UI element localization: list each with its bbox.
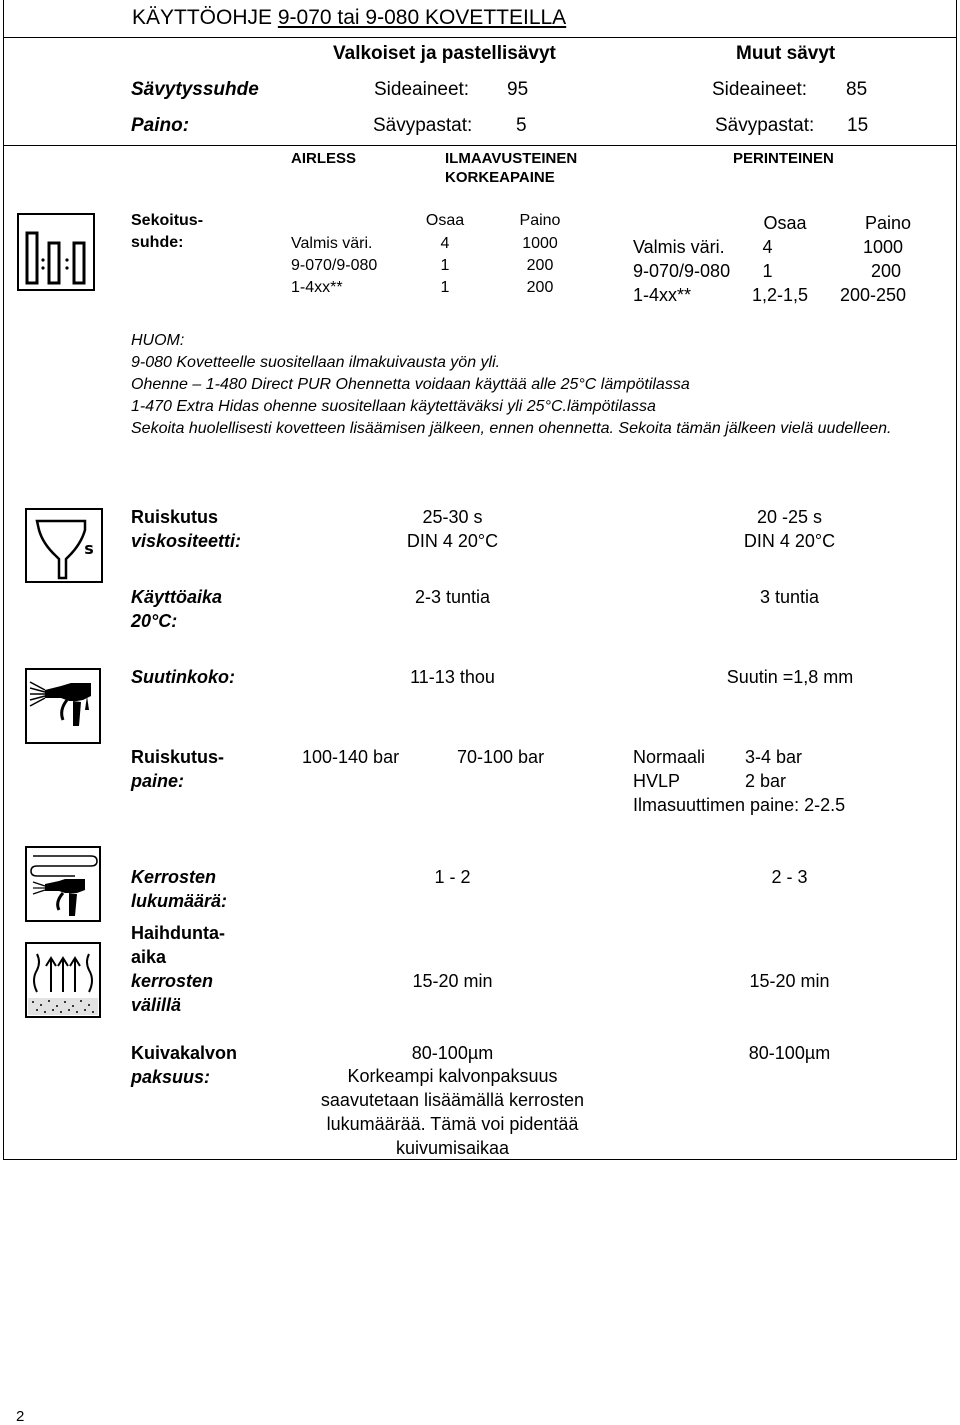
mix-right-name: 9-070/9-080 [633, 261, 731, 281]
mix-left-weight: 1000 [522, 235, 558, 252]
coats-value: 1 - 2 [434, 867, 471, 887]
pastes-label: Sävypastat: [715, 115, 815, 136]
method-air-assisted-line2: KORKEAPAINE [445, 169, 555, 186]
mix-weight-header: Paino [519, 212, 561, 229]
pressure-label-line2: paine: [131, 771, 185, 791]
flash-label-line3: kerrosten [131, 971, 214, 991]
dft-label: Kuivakalvon [131, 1043, 238, 1063]
notes-line: 1-470 Extra Hidas ohenne suositellaan käytettäväksi yli 25°C.lämpötilassa [131, 398, 656, 415]
nozzle-value: Suutin =1,8 mm [726, 667, 854, 687]
viscosity-standard: DIN 4 20°C [406, 531, 499, 551]
mix-parts-header: Osaa [425, 212, 465, 229]
method-air-assisted: ILMAAVUSTEINEN [445, 150, 578, 167]
divider [3, 37, 957, 38]
coats-spray-icon [25, 846, 101, 922]
notes-line: Sekoita huolellisesti kovetteen lisäämisen jälkeen, ennen ohennetta. Sekoita tämän jälkeen vielä uudelleen. [131, 420, 892, 437]
notes-line: 9-080 Kovetteelle suositellaan ilmakuivausta yön yli. [131, 354, 501, 371]
binders-label: Sideaineet: [712, 79, 808, 100]
nozzle-label: Suutinkoko: [131, 667, 235, 687]
pastes-value: 5 [516, 115, 527, 136]
dft-value: 80-100µm [748, 1043, 831, 1063]
coats-value: 2 - 3 [771, 867, 808, 887]
flash-label-line2: aika [131, 947, 167, 967]
pressure-cap: Ilmasuuttimen paine: 2-2.5 [633, 795, 846, 815]
mix-right-weight: 200-250 [840, 285, 907, 305]
mix-left-weight: 200 [526, 257, 554, 274]
potlife-label: Käyttöaika [131, 587, 223, 607]
spray-gun-icon [25, 668, 101, 744]
flash-label: Haihdunta- [131, 923, 225, 943]
page-number: 2 [16, 1408, 25, 1425]
potlife-label-line2: 20°C: [131, 611, 178, 631]
header-col2: Muut sävyt [736, 43, 836, 64]
pastes-label: Sävypastat: [373, 115, 473, 136]
pressure-air-assisted: 70-100 bar [457, 747, 545, 767]
dft-note: Korkeampi kalvonpaksuus saavutetaan lisäämällä kerrosten lukumäärää. Tämä voi pidentää kuivumisaikaa [320, 1066, 585, 1158]
pressure-label: Ruiskutus- [131, 747, 225, 767]
svg-text:s: s [84, 539, 94, 558]
weight-label: Paino: [131, 115, 190, 136]
mix-right-name: 1-4xx** [633, 285, 692, 305]
viscosity-label: Ruiskutus [131, 507, 219, 527]
pressure-normal-label: Normaali [633, 747, 706, 767]
mix-left-weight: 200 [526, 279, 554, 296]
pressure-airless: 100-140 bar [302, 747, 400, 767]
mix-left-parts: 4 [440, 235, 450, 252]
binders-label: Sideaineet: [374, 79, 470, 100]
pastes-value: 15 [847, 115, 869, 136]
potlife-value: 2-3 tuntia [414, 587, 491, 607]
binders-value: 85 [846, 79, 868, 100]
pressure-hvlp-value: 2 bar [745, 771, 787, 791]
mix-right-parts: 1 [762, 261, 773, 281]
potlife-value: 3 tuntia [759, 587, 820, 607]
flash-value: 15-20 min [749, 971, 830, 991]
dft-value: 80-100µm [411, 1043, 494, 1063]
flash-value: 15-20 min [412, 971, 493, 991]
mix-left-name: 1-4xx** [291, 279, 343, 296]
title-prefix: KÄYTTÖOHJE [132, 6, 278, 29]
flash-off-icon [25, 942, 101, 1018]
header-col1: Valkoiset ja pastellisävyt [333, 43, 556, 64]
coats-label: Kerrosten [131, 867, 217, 887]
mix-parts-header: Osaa [763, 213, 807, 233]
binders-value: 95 [507, 79, 529, 100]
method-conventional: PERINTEINEN [733, 150, 834, 167]
viscosity-standard: DIN 4 20°C [743, 531, 836, 551]
mixing-label-line2: suhde: [131, 234, 184, 251]
viscosity-label-line2: viskositeetti: [131, 531, 242, 551]
notes-block [131, 330, 946, 440]
viscosity-value: 20 -25 s [756, 507, 823, 527]
document-title [132, 6, 566, 30]
dft-label-line2: paksuus: [131, 1067, 211, 1087]
coats-label-line2: lukumäärä: [131, 891, 228, 911]
viscosity-cup-icon [25, 508, 103, 583]
mix-left-parts: 1 [440, 257, 450, 274]
mix-right-weight: 200 [870, 261, 901, 281]
mix-left-parts: 1 [440, 279, 450, 296]
mix-right-parts: 1,2-1,5 [752, 285, 809, 305]
pressure-normal-value: 3-4 bar [745, 747, 803, 767]
mix-right-weight: 1000 [862, 237, 903, 257]
notes-line: Ohenne – 1-480 Direct PUR Ohennetta voidaan käyttää alle 25°C lämpötilassa [131, 376, 690, 393]
mixing-label: Sekoitus- [131, 212, 204, 229]
mix-right-parts: 4 [762, 237, 773, 257]
pressure-hvlp-label: HVLP [633, 771, 681, 791]
divider [3, 145, 957, 146]
method-airless: AIRLESS [291, 150, 357, 167]
mix-left-name: 9-070/9-080 [291, 257, 378, 274]
ratio-label: Sävytyssuhde [131, 79, 259, 100]
notes-heading: HUOM: [131, 332, 185, 349]
viscosity-value: 25-30 s [422, 507, 483, 527]
flash-label-line4: välillä [131, 995, 182, 1015]
mix-left-name: Valmis väri. [291, 235, 373, 252]
title-link: 9-070 tai 9-080 KOVETTEILLA [277, 6, 567, 29]
mixing-ratio-icon [16, 212, 96, 292]
mix-weight-header: Paino [864, 213, 912, 233]
nozzle-value: 11-13 thou [410, 667, 495, 687]
mix-right-name: Valmis väri. [633, 237, 725, 257]
